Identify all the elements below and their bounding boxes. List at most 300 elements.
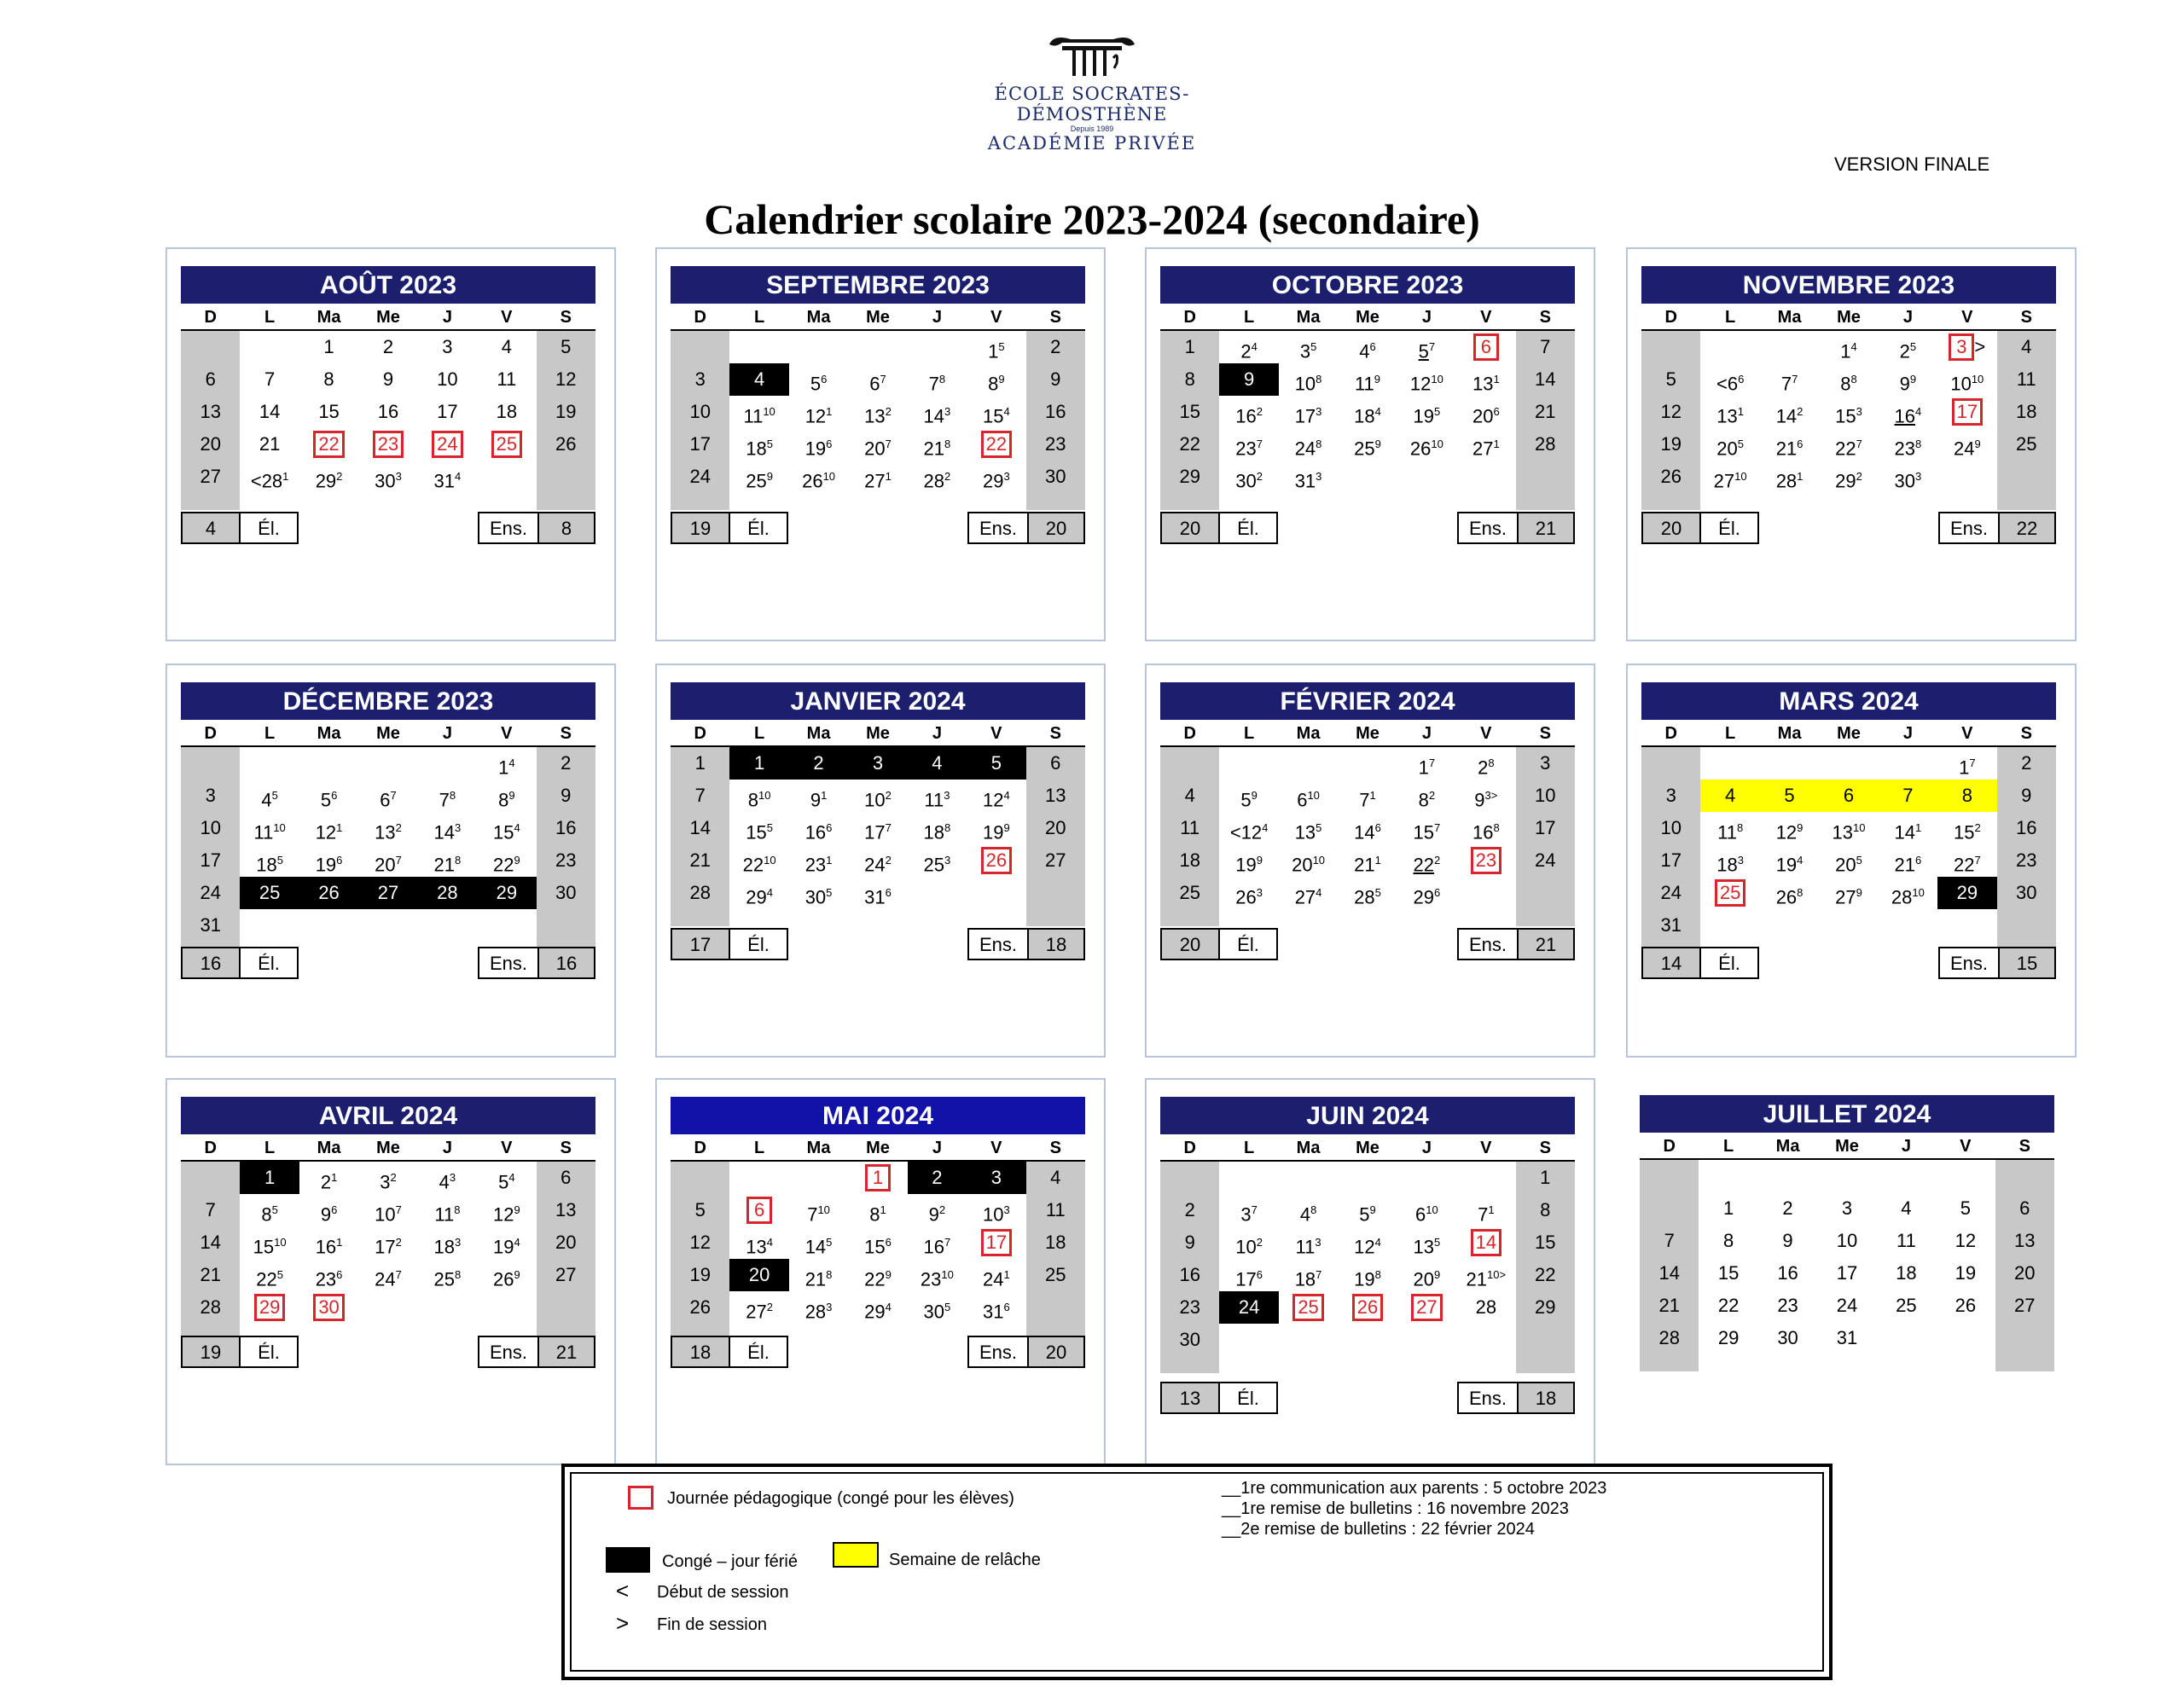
school-day-index: 9 <box>1856 886 1862 899</box>
day-cell <box>1160 877 1219 909</box>
day-number: 7 <box>928 373 939 395</box>
day-cell <box>1456 1194 1515 1226</box>
school-day-index: 6 <box>826 438 833 450</box>
day-cell <box>1026 1226 1085 1259</box>
school-day-index: 7 <box>395 854 402 867</box>
students-days-count: 16 <box>181 947 241 979</box>
day-number: 13 <box>375 821 396 844</box>
school-day-index: 6 <box>1374 821 1381 834</box>
day-number: 22 <box>492 854 514 876</box>
days-grid <box>181 331 595 493</box>
school-day-index: 8 <box>944 438 951 450</box>
weekday-label: L <box>1244 1139 1255 1157</box>
day-number: 23 <box>1235 438 1257 460</box>
day-number: 31 <box>864 886 886 908</box>
day-cell <box>1758 1257 1817 1290</box>
day-number: 4 <box>1901 1197 1912 1219</box>
legend-session-end: Fin de session <box>657 1615 767 1634</box>
weekday-label: J <box>1901 1137 1911 1156</box>
week-row <box>181 747 595 780</box>
day-number: 25 <box>433 1268 456 1290</box>
school-day-index: 2 <box>1856 470 1862 483</box>
day-number: 15 <box>492 821 514 844</box>
day-cell <box>908 877 967 909</box>
school-day-index: 7 <box>944 1236 951 1249</box>
school-day-index: 1 <box>1493 373 1500 386</box>
day-cell <box>1937 428 1996 461</box>
day-cell <box>1279 331 1338 363</box>
day-cell <box>358 1291 417 1324</box>
school-day-index: 1 <box>826 854 833 867</box>
day-cell <box>967 812 1025 844</box>
month-panel <box>166 664 616 1058</box>
legend-break: Semaine de relâche <box>889 1551 1041 1569</box>
school-day-index: 7 <box>390 789 397 802</box>
day-number: 13 <box>555 1199 577 1220</box>
day-number: 12 <box>315 821 337 844</box>
day-cell <box>1338 844 1397 877</box>
day-cell <box>848 428 907 461</box>
day-number: 16 <box>315 1236 337 1258</box>
teachers-days-count: 21 <box>1517 512 1575 544</box>
pedagogical-day-marker <box>1292 1294 1323 1321</box>
week-row <box>1160 461 1575 493</box>
day-cell <box>1640 1160 1699 1192</box>
day-cell <box>1026 812 1085 844</box>
month-calendar <box>671 1097 1085 1371</box>
day-cell <box>1219 877 1278 909</box>
day-cell <box>671 844 729 877</box>
day-cell <box>418 780 477 812</box>
days-grid <box>1160 747 1575 909</box>
weekday-label: Ma <box>806 724 831 743</box>
day-cell <box>1397 1194 1456 1226</box>
teachers-label: Ens. <box>1938 512 2000 544</box>
day-cell <box>848 396 907 428</box>
day-cell <box>967 428 1025 461</box>
school-day-index: 10 <box>764 854 776 867</box>
month-totals <box>1160 1382 1575 1417</box>
day-cell <box>967 1226 1025 1259</box>
day-cell <box>358 812 417 844</box>
day-cell <box>1997 396 2056 428</box>
day-cell <box>729 461 788 493</box>
day-cell <box>1516 331 1575 363</box>
day-cell <box>1338 363 1397 396</box>
day-number: 1 <box>754 752 765 774</box>
day-number: 18 <box>1045 1232 1066 1253</box>
day-cell <box>1219 396 1278 428</box>
day-cell <box>1641 396 1700 428</box>
week-row <box>181 877 595 909</box>
day-cell <box>1516 1291 1575 1324</box>
school-day-index: 7 <box>395 1203 402 1216</box>
weekday-label: L <box>754 724 765 743</box>
day-cell <box>1219 331 1278 363</box>
day-cell <box>181 1226 240 1259</box>
students-days-count: 20 <box>1641 512 1701 544</box>
weekday-label: V <box>1961 724 1973 743</box>
weekday-label: L <box>1244 724 1255 743</box>
day-cell <box>1219 1226 1278 1259</box>
day-cell <box>1456 1291 1515 1324</box>
day-cell <box>1877 1257 1936 1290</box>
day-number: 15 <box>253 1236 275 1258</box>
week-row <box>671 812 1085 844</box>
day-number: 16 <box>1777 1262 1798 1284</box>
day-number: 18 <box>1294 1268 1316 1290</box>
school-day-index: 1 <box>1915 821 1922 834</box>
day-number: 3 <box>990 1167 1002 1188</box>
day-cell <box>1819 747 1878 780</box>
day-cell <box>1699 1257 1757 1290</box>
day-cell <box>848 877 907 909</box>
day-cell <box>418 1259 477 1291</box>
week-row <box>671 428 1085 461</box>
day-cell <box>1936 1160 1995 1192</box>
teachers-label: Ens. <box>967 928 1029 960</box>
day-number: 22 <box>1953 854 1975 876</box>
day-cell <box>1819 780 1878 812</box>
day-cell <box>1936 1192 1995 1225</box>
day-cell <box>240 844 299 877</box>
day-cell <box>908 780 967 812</box>
students-days-count: 20 <box>1160 512 1220 544</box>
day-number: 1 <box>694 752 706 774</box>
weekday-header <box>671 304 1085 331</box>
day-cell <box>537 909 595 942</box>
school-day-index: 5 <box>1434 1236 1441 1249</box>
week-row <box>1160 1226 1575 1259</box>
day-cell <box>240 363 299 396</box>
day-cell <box>1817 1290 1876 1322</box>
school-day-index: 2 <box>336 470 343 483</box>
day-cell <box>1026 1162 1085 1194</box>
students-label: Él. <box>1218 928 1278 960</box>
day-cell <box>1700 747 1759 780</box>
day-cell <box>1338 780 1397 812</box>
day-number: 4 <box>2021 336 2032 357</box>
students-label: Él. <box>1699 512 1759 544</box>
school-day-index: 5 <box>276 854 283 867</box>
day-number: 10 <box>1535 785 1556 806</box>
school-day-index: 8 <box>1850 373 1857 386</box>
school-day-index: 4 <box>1850 340 1857 353</box>
month-calendar <box>1640 1095 2054 1354</box>
day-cell <box>967 1291 1025 1324</box>
day-cell <box>1026 396 1085 428</box>
weekday-label: J <box>932 724 942 743</box>
day-number: 22 <box>864 1268 886 1290</box>
weekday-label: V <box>501 724 513 743</box>
day-number: 16 <box>2016 817 2037 838</box>
school-day-index: 5 <box>271 1203 278 1216</box>
day-number: 28 <box>1535 433 1556 455</box>
day-number: 6 <box>1480 336 1491 357</box>
day-cell <box>537 461 595 493</box>
day-cell <box>789 363 848 396</box>
weekday-label: L <box>1244 308 1255 327</box>
school-day-index: 7 <box>880 373 886 386</box>
day-cell <box>729 1194 788 1226</box>
day-cell <box>1397 396 1456 428</box>
weekday-label: J <box>1421 308 1432 327</box>
day-number: 30 <box>318 1296 340 1318</box>
week-row <box>1160 844 1575 877</box>
students-label: Él. <box>239 947 299 979</box>
school-day-index: 2 <box>885 854 892 867</box>
day-cell <box>789 461 848 493</box>
day-cell <box>1819 331 1878 363</box>
week-row <box>181 1259 595 1291</box>
pedagogical-swatch <box>628 1486 653 1510</box>
day-cell <box>477 363 536 396</box>
weekday-label: S <box>1539 724 1551 743</box>
day-cell <box>181 428 240 461</box>
week-row <box>1160 1194 1575 1226</box>
day-cell <box>1937 461 1996 493</box>
day-cell <box>848 461 907 493</box>
school-day-index: 6 <box>1003 1301 1010 1313</box>
school-day-index: 9 <box>1251 789 1258 802</box>
day-cell <box>299 396 358 428</box>
students-days-count: 18 <box>671 1336 730 1368</box>
day-number: 20 <box>555 1232 577 1253</box>
day-cell <box>1397 1226 1456 1259</box>
day-number: 12 <box>555 368 577 390</box>
month-title: MARS 2024 <box>1641 682 2056 720</box>
week-row <box>181 844 595 877</box>
school-day-index: 9 <box>1434 1268 1441 1281</box>
school-day-index: 7 <box>1428 757 1436 769</box>
school-day-index: 2 <box>395 821 402 834</box>
school-day-index: 8 <box>938 373 946 386</box>
day-cell <box>729 877 788 909</box>
day-number: 24 <box>375 1268 396 1290</box>
day-cell <box>908 1194 967 1226</box>
day-number: 10 <box>437 368 458 390</box>
day-cell <box>1397 461 1456 493</box>
day-cell <box>1456 1324 1515 1356</box>
school-day-index: 2 <box>1256 1236 1263 1249</box>
school-day-index: 3 <box>1003 1203 1010 1216</box>
day-number: 2 <box>561 752 572 774</box>
month-calendar <box>1160 266 1575 548</box>
school-day-index: 4 <box>1316 886 1322 899</box>
day-cell <box>1397 1291 1456 1324</box>
day-number: 24 <box>689 466 711 487</box>
day-number: 9 <box>561 785 572 806</box>
day-cell <box>1219 363 1278 396</box>
day-number: 30 <box>555 882 577 903</box>
day-number: 22 <box>1413 854 1435 876</box>
day-number: 10 <box>864 789 886 811</box>
school-day-index: 8 <box>454 1203 461 1216</box>
day-cell <box>1338 396 1397 428</box>
day-cell <box>1700 780 1759 812</box>
weekday-label: D <box>694 724 706 743</box>
day-cell <box>967 363 1025 396</box>
day-number: 29 <box>1835 470 1856 492</box>
weekday-label: D <box>1664 308 1677 327</box>
day-cell <box>1397 331 1456 363</box>
day-number: 8 <box>869 1203 880 1226</box>
day-cell <box>240 1162 299 1194</box>
day-number: 25 <box>496 433 518 455</box>
day-cell <box>477 877 536 909</box>
day-cell <box>1516 363 1575 396</box>
day-number: 25 <box>746 470 767 492</box>
school-day-index: 1 <box>885 470 892 483</box>
day-number: 1 <box>1540 1167 1551 1188</box>
day-number: 7 <box>694 785 706 806</box>
day-cell <box>967 1194 1025 1226</box>
day-cell <box>477 1259 536 1291</box>
teachers-label: Ens. <box>1457 928 1519 960</box>
school-day-index: 1 <box>336 1236 343 1249</box>
month-panel <box>1145 664 1595 1058</box>
day-number: 8 <box>1840 373 1851 395</box>
day-cell <box>789 747 848 780</box>
students-label: Él. <box>1218 1382 1278 1414</box>
school-day-index: 3 <box>1316 405 1322 418</box>
day-cell <box>1758 1290 1817 1322</box>
day-cell <box>789 331 848 363</box>
day-number: 3 <box>380 1171 391 1193</box>
comm-first-report: __1re remise de bulletins : 16 novembre 2023 <box>1222 1499 1569 1518</box>
day-cell <box>967 747 1025 780</box>
day-number: 26 <box>555 433 577 455</box>
school-day-index: 7 <box>1316 1268 1322 1281</box>
day-cell <box>1279 1162 1338 1194</box>
day-number: 7 <box>439 789 450 811</box>
day-number: 7 <box>1540 336 1551 357</box>
school-day-index: 10> <box>1487 1268 1507 1281</box>
teachers-days-count: 20 <box>1027 1336 1085 1368</box>
legend-holiday: Congé – jour férié <box>662 1552 798 1571</box>
weekday-label: J <box>442 308 452 327</box>
day-number: 4 <box>1299 1203 1311 1226</box>
school-day-index: 8 <box>1915 438 1922 450</box>
day-number: 29 <box>1535 1296 1556 1318</box>
day-cell <box>477 780 536 812</box>
school-day-index: 3 <box>395 470 402 483</box>
school-day-index: 4 <box>508 1171 515 1184</box>
days-grid <box>1160 1162 1575 1356</box>
week-row <box>1641 877 2056 909</box>
day-cell <box>537 1194 595 1226</box>
day-cell <box>1160 1291 1219 1324</box>
day-number: 25 <box>1045 1264 1066 1285</box>
day-cell <box>1879 428 1937 461</box>
day-cell <box>1937 363 1996 396</box>
day-number: 18 <box>1896 1262 1917 1284</box>
weekday-label: Ma <box>1296 308 1321 327</box>
day-cell <box>1397 780 1456 812</box>
day-cell <box>477 747 536 780</box>
week-row <box>671 844 1085 877</box>
day-cell <box>1879 780 1937 812</box>
school-day-index: 5 <box>1374 886 1381 899</box>
day-number: 19 <box>1775 854 1798 876</box>
day-cell <box>1640 1290 1699 1322</box>
school-day-index: 3 <box>1856 405 1862 418</box>
day-cell <box>181 363 240 396</box>
weekday-label: S <box>560 724 572 743</box>
comm-first-parents: __1re communication aux parents : 5 octobre 2023 <box>1222 1479 1607 1498</box>
day-cell <box>729 780 788 812</box>
day-number: 11 <box>434 1203 455 1226</box>
day-cell <box>1879 461 1937 493</box>
week-row <box>1641 363 2056 396</box>
day-cell <box>358 747 417 780</box>
day-number: 28 <box>437 882 458 903</box>
day-number: 8 <box>261 1203 272 1226</box>
day-number: 30 <box>375 470 396 492</box>
school-day-index: 5 <box>1310 340 1317 353</box>
school-day-index: 5 <box>826 1236 833 1249</box>
students-days-count: 19 <box>671 512 730 544</box>
day-number: 28 <box>1354 886 1375 908</box>
weekday-header <box>1640 1133 2054 1160</box>
day-number: 30 <box>1777 1327 1798 1348</box>
weekday-label: S <box>1539 308 1551 327</box>
school-day-index: 8 <box>1493 821 1500 834</box>
day-number: 30 <box>1235 470 1257 492</box>
week-row <box>1641 331 2056 363</box>
day-cell <box>1879 331 1937 363</box>
day-number: 1 <box>1184 336 1195 357</box>
day-number: 15 <box>864 1236 886 1258</box>
day-cell <box>1516 844 1575 877</box>
weekday-label: S <box>1049 1139 1061 1157</box>
day-number: 3 <box>442 336 453 357</box>
school-day-index: 10 <box>817 1203 830 1216</box>
day-cell <box>729 1162 788 1194</box>
school-day-index: 6 <box>885 886 892 899</box>
day-cell <box>1700 396 1759 428</box>
day-number: 21 <box>1466 1268 1488 1290</box>
pedagogical-day-marker <box>865 1164 891 1191</box>
day-cell <box>1877 1290 1936 1322</box>
week-row <box>181 909 595 942</box>
legend-pedagogical: Journée pédagogique (congé pour les élèves) <box>667 1489 1014 1508</box>
day-cell <box>1937 396 1996 428</box>
day-number: 5 <box>1418 340 1429 362</box>
weekday-label: D <box>1183 724 1196 743</box>
teachers-label: Ens. <box>478 947 539 979</box>
pedagogical-day-marker <box>1471 847 1502 874</box>
month-totals <box>181 512 595 548</box>
day-number: 4 <box>1184 785 1195 806</box>
day-cell <box>358 1162 417 1194</box>
day-number: 15 <box>1717 1262 1740 1284</box>
days-grid <box>181 1162 595 1324</box>
day-cell <box>789 844 848 877</box>
day-cell <box>240 747 299 780</box>
week-row <box>671 780 1085 812</box>
teachers-label: Ens. <box>1457 512 1519 544</box>
school-day-index: 5 <box>766 821 773 834</box>
day-cell <box>537 1259 595 1291</box>
week-row <box>671 1226 1085 1259</box>
day-cell <box>1936 1290 1995 1322</box>
day-cell <box>1338 747 1397 780</box>
day-cell <box>1456 1162 1515 1194</box>
day-cell <box>1279 780 1338 812</box>
day-cell <box>1641 747 1700 780</box>
day-number: 17 <box>1535 817 1556 838</box>
